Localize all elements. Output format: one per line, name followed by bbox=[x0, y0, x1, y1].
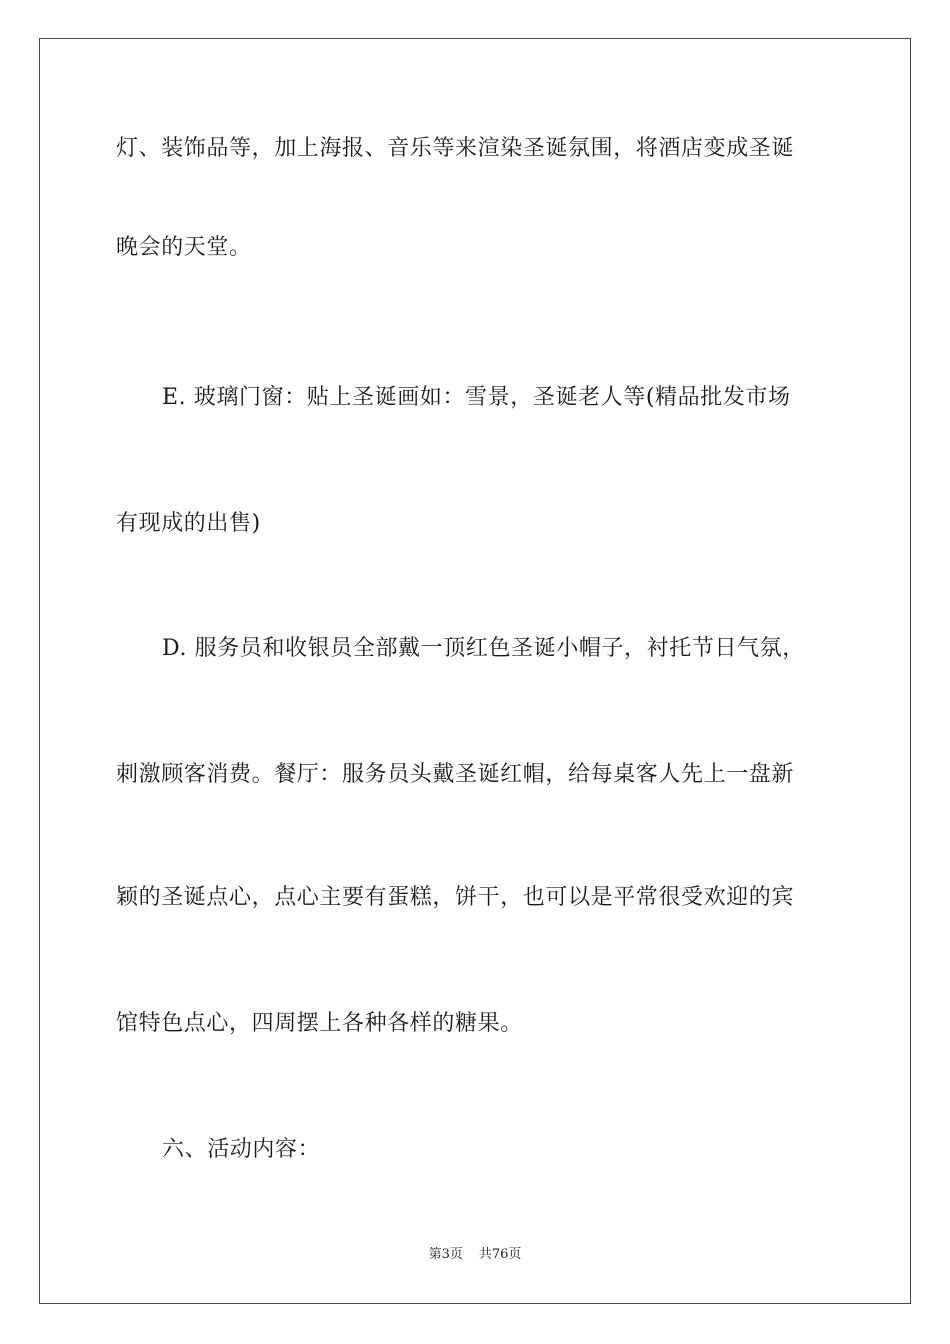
page-border bbox=[39, 38, 911, 1304]
paragraph-line: 灯、装饰品等，加上海报、音乐等来渲染圣诞氛围，将酒店变成圣诞 bbox=[116, 136, 795, 161]
paragraph-line: 颖的圣诞点心，点心主要有蛋糕，饼干，也可以是平常很受欢迎的宾 bbox=[116, 885, 795, 910]
paragraph-line: 有现成的出售) bbox=[116, 511, 261, 536]
paragraph-line: 刺激顾客消费。餐厅：服务员头戴圣诞红帽，给每桌客人先上一盘新 bbox=[116, 762, 795, 787]
paragraph-line: D. 服务员和收银员全部戴一顶红色圣诞小帽子，衬托节日气氛， bbox=[162, 636, 805, 661]
section-heading: 六、活动内容： bbox=[162, 1137, 321, 1162]
paragraph-line: 晚会的天堂。 bbox=[116, 235, 252, 260]
total-page-count: 共76页 bbox=[478, 1247, 522, 1262]
page-footer bbox=[0, 1246, 950, 1264]
paragraph-line: E. 玻璃门窗：贴上圣诞画如：雪景，圣诞老人等(精品批发市场 bbox=[162, 385, 791, 410]
current-page-number: 第3页 bbox=[428, 1247, 463, 1262]
paragraph-line: 馆特色点心，四周摆上各种各样的糖果。 bbox=[116, 1011, 523, 1036]
